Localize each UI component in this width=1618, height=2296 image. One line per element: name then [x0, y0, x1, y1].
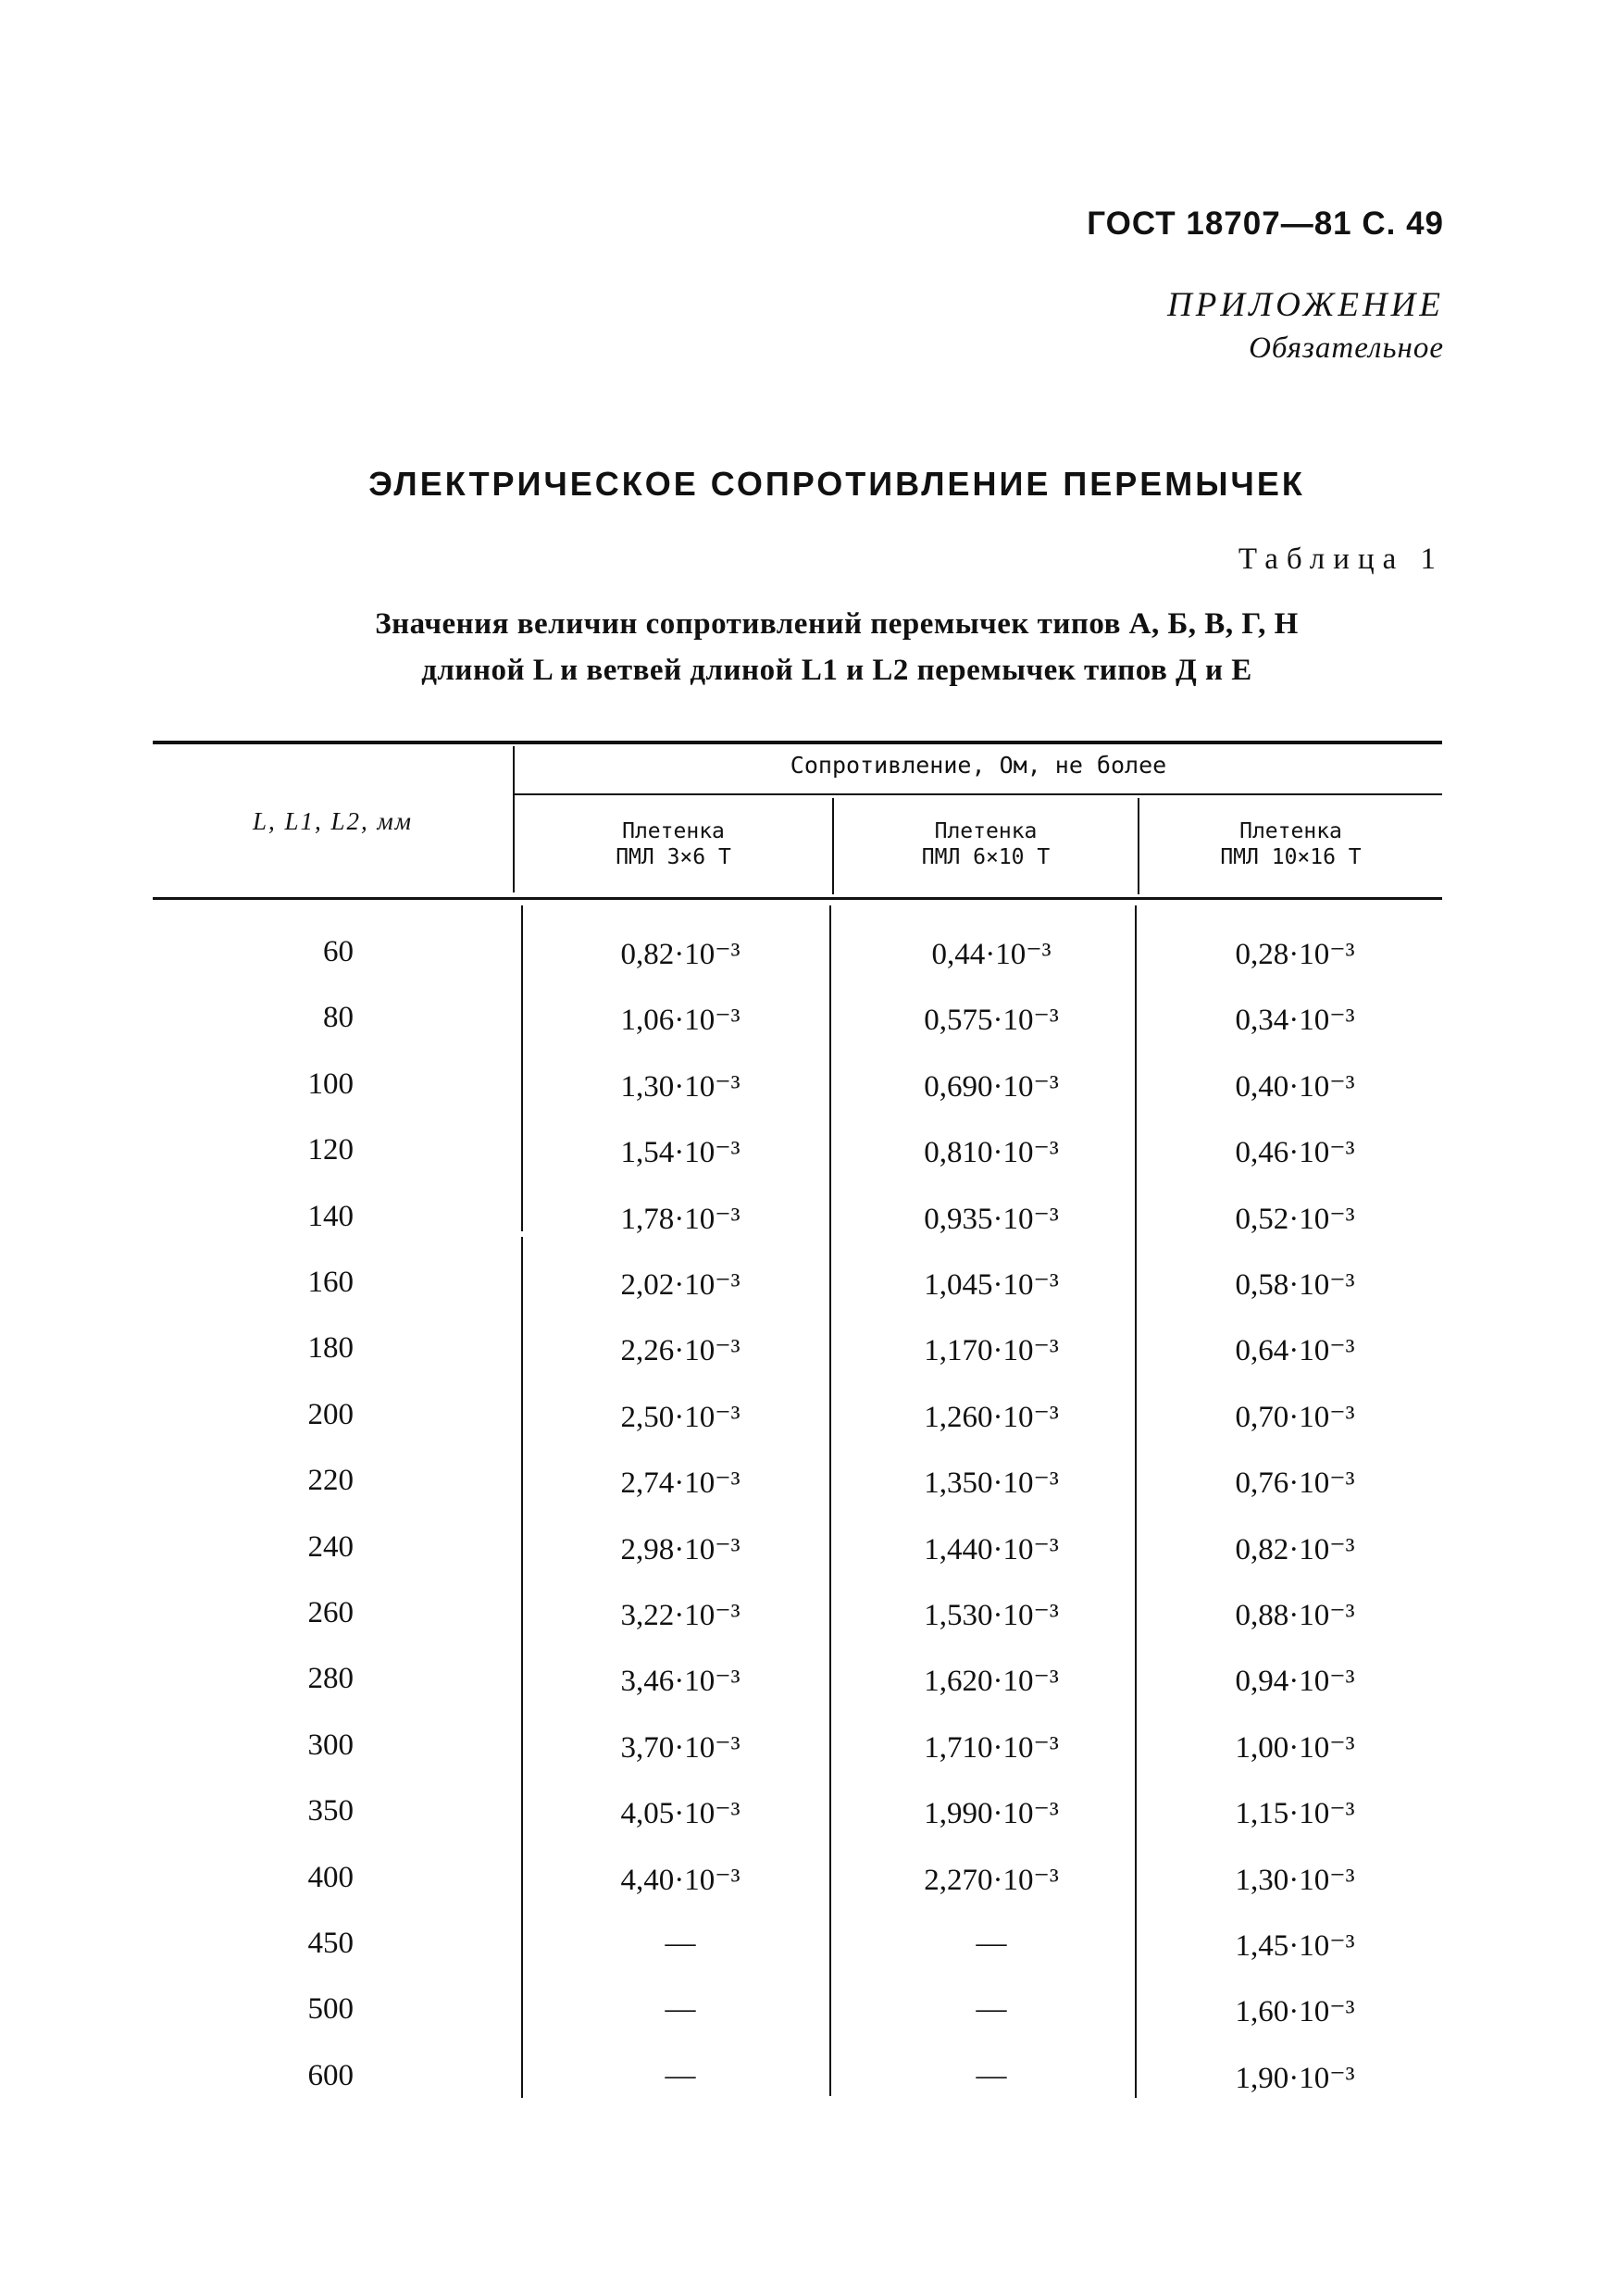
header-bottom-rule [153, 897, 1442, 900]
length-cell: 180 [307, 1331, 354, 1365]
resistance-cell-pml-3x6: 1,54·10⁻³ [620, 1136, 741, 1169]
resistance-cell-pml-3x6: 1,30·10⁻³ [620, 1070, 741, 1104]
column-header-line2: ПМЛ 6×10 Т [921, 845, 1051, 869]
resistance-cell-pml-3x6: 3,70·10⁻³ [620, 1731, 741, 1765]
resistance-cell-pml-3x6: 3,22·10⁻³ [620, 1599, 741, 1632]
length-cell: 500 [307, 1992, 354, 2026]
length-cell: 280 [307, 1662, 354, 1695]
length-cell: 350 [307, 1794, 354, 1828]
resistance-cell-pml-6x10: 0,44·10⁻³ [931, 938, 1052, 971]
length-cell: 260 [307, 1596, 354, 1629]
resistance-cell-pml-3x6: 0,82·10⁻³ [620, 938, 741, 971]
length-cell: 80 [323, 1001, 354, 1034]
resistance-cell-pml-10x16: 1,60·10⁻³ [1235, 1995, 1355, 2028]
resistance-cell-pml-10x16: 0,82·10⁻³ [1235, 1533, 1355, 1566]
resistance-cell-pml-3x6: 3,46·10⁻³ [620, 1665, 741, 1698]
length-cell: 160 [307, 1266, 354, 1299]
resistance-cell-pml-3x6: 2,98·10⁻³ [620, 1533, 741, 1566]
resistance-cell-pml-3x6: 2,74·10⁻³ [620, 1466, 741, 1500]
column-header-line1: Плетенка [622, 819, 725, 843]
resistance-cell-pml-3x6: 4,40·10⁻³ [620, 1864, 741, 1897]
resistance-group-header: Сопротивление, Ом, не более [790, 752, 1167, 779]
length-cell: 400 [307, 1861, 354, 1894]
length-column-header: L, L1, L2, мм [252, 807, 413, 835]
resistance-cell-pml-6x10: 0,935·10⁻³ [924, 1203, 1059, 1236]
column-header-pml-10x16 [1139, 818, 1442, 870]
resistance-cell-pml-10x16: 0,94·10⁻³ [1235, 1665, 1355, 1698]
length-cell: 60 [323, 935, 354, 968]
resistance-cell-pml-10x16: 0,34·10⁻³ [1235, 1004, 1355, 1037]
length-cell: 450 [307, 1927, 354, 1960]
length-cell: 120 [307, 1133, 354, 1167]
document-title: ЭЛЕКТРИЧЕСКОЕ СОПРОТИВЛЕНИЕ ПЕРЕМЫЧЕК [368, 465, 1305, 503]
resistance-cell-pml-10x16: 0,58·10⁻³ [1235, 1268, 1355, 1302]
column-header-pml-3x6 [515, 818, 832, 870]
resistance-cell-pml-10x16: 0,28·10⁻³ [1235, 938, 1355, 971]
length-cell: 300 [307, 1728, 354, 1762]
resistance-cell-pml-10x16: 0,88·10⁻³ [1235, 1599, 1355, 1632]
resistance-cell-pml-6x10: — [976, 1927, 1007, 1960]
length-cell: 220 [307, 1464, 354, 1497]
resistance-cell-pml-6x10: 1,170·10⁻³ [924, 1334, 1059, 1367]
appendix-status: Обязательное [1249, 331, 1444, 365]
resistance-cell-pml-6x10: 0,575·10⁻³ [924, 1004, 1059, 1037]
resistance-cell-pml-10x16: 1,45·10⁻³ [1235, 1929, 1355, 1963]
resistance-cell-pml-6x10: 1,530·10⁻³ [924, 1599, 1059, 1632]
resistance-cell-pml-6x10: 2,270·10⁻³ [924, 1864, 1059, 1897]
resistance-cell-pml-3x6: 2,26·10⁻³ [620, 1334, 741, 1367]
length-cell: 140 [307, 1200, 354, 1233]
resistance-cell-pml-6x10: — [976, 1992, 1007, 2026]
resistance-cell-pml-3x6: 2,50·10⁻³ [620, 1401, 741, 1434]
resistance-cell-pml-6x10: 1,990·10⁻³ [924, 1797, 1059, 1830]
resistance-cell-pml-10x16: 0,64·10⁻³ [1235, 1334, 1355, 1367]
resistance-cell-pml-3x6: — [665, 2059, 696, 2092]
resistance-cell-pml-6x10: 1,710·10⁻³ [924, 1731, 1059, 1765]
resistance-cell-pml-10x16: 1,15·10⁻³ [1235, 1797, 1355, 1830]
length-cell: 600 [307, 2059, 354, 2092]
resistance-cell-pml-3x6: — [665, 1927, 696, 1960]
table-caption-line-2: длиной L и ветвей длиной L1 и L2 перемычек типов Д и Е [421, 654, 1252, 687]
table-top-rule [153, 741, 1442, 744]
resistance-cell-pml-10x16: 0,46·10⁻³ [1235, 1136, 1355, 1169]
resistance-cell-pml-3x6: 4,05·10⁻³ [620, 1797, 741, 1830]
resistance-cell-pml-6x10: 1,045·10⁻³ [924, 1268, 1059, 1302]
appendix-title: ПРИЛОЖЕНИЕ [1167, 286, 1444, 324]
resistance-cell-pml-6x10: 1,350·10⁻³ [924, 1466, 1059, 1500]
column-header-line2: ПМЛ 3×6 Т [616, 845, 731, 869]
length-cell: 240 [307, 1530, 354, 1564]
resistance-cell-pml-10x16: 0,76·10⁻³ [1235, 1466, 1355, 1500]
resistance-cell-pml-6x10: 1,620·10⁻³ [924, 1665, 1059, 1698]
length-cell: 200 [307, 1398, 354, 1431]
resistance-cell-pml-6x10: — [976, 2059, 1007, 2092]
column-header-line1: Плетенка [1239, 819, 1342, 843]
table-label: Таблица 1 [1238, 543, 1444, 576]
resistance-cell-pml-10x16: 1,90·10⁻³ [1235, 2062, 1355, 2095]
length-cell: 100 [307, 1067, 354, 1101]
resistance-cell-pml-10x16: 1,30·10⁻³ [1235, 1864, 1355, 1897]
resistance-cell-pml-10x16: 0,52·10⁻³ [1235, 1203, 1355, 1236]
resistance-cell-pml-6x10: 0,810·10⁻³ [924, 1136, 1059, 1169]
resistance-cell-pml-10x16: 0,40·10⁻³ [1235, 1070, 1355, 1104]
column-header-pml-6x10 [834, 818, 1138, 870]
resistance-cell-pml-3x6: — [665, 1992, 696, 2026]
resistance-cell-pml-3x6: 1,06·10⁻³ [620, 1004, 741, 1037]
column-header-line1: Плетенка [934, 819, 1038, 843]
resistance-cell-pml-10x16: 1,00·10⁻³ [1235, 1731, 1355, 1765]
resistance-cell-pml-10x16: 0,70·10⁻³ [1235, 1401, 1355, 1434]
resistance-cell-pml-6x10: 1,260·10⁻³ [924, 1401, 1059, 1434]
resistance-cell-pml-3x6: 1,78·10⁻³ [620, 1203, 741, 1236]
resistance-cell-pml-6x10: 1,440·10⁻³ [924, 1533, 1059, 1566]
group-header-rule [515, 793, 1442, 795]
column-header-line2: ПМЛ 10×16 Т [1220, 845, 1362, 869]
table-caption-line-1: Значения величин сопротивлений перемычек типов А, Б, В, Г, Н [375, 607, 1299, 641]
page-reference: ГОСТ 18707—81 С. 49 [1087, 206, 1444, 242]
resistance-cell-pml-6x10: 0,690·10⁻³ [924, 1070, 1059, 1104]
resistance-cell-pml-3x6: 2,02·10⁻³ [620, 1268, 741, 1302]
